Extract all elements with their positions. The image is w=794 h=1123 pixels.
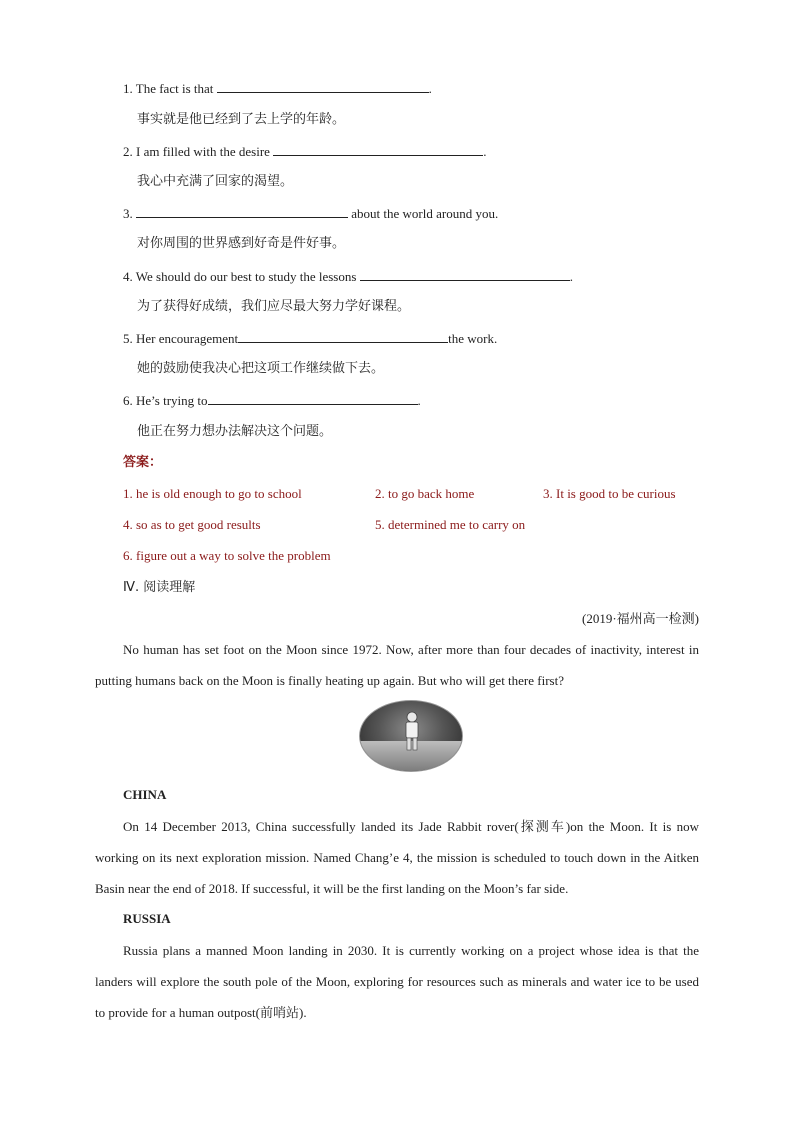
exercise-6-chinese: 他正在努力想办法解决这个问题。 (137, 424, 333, 439)
exercise-3-chinese: 对你周围的世界感到好奇是件好事。 (137, 236, 346, 251)
answer-5: 5. determined me to carry on (375, 517, 526, 532)
answer-blank[interactable] (136, 204, 348, 218)
exercise-3: 3. about the world around you. (123, 206, 499, 221)
russia-paragraph: Russia plans a manned Moon landing in 2030. It is currently working on a project whose idea is that the landers will explore the south pole of the Moon, exploring for resources such as minerals and water ice to be used to provide for a human outpost(前哨站). (95, 943, 699, 1020)
answer-2: 2. to go back home (375, 486, 475, 501)
exercise-5-chinese: 她的鼓励使我决心把这项工作继续做下去。 (137, 361, 385, 376)
china-paragraph: On 14 December 2013, China successfully landed its Jade Rabbit rover(探测车)on the Moon. It is now working on its next exploration mission. Named Chang’e 4, the mission is scheduled to touch down in the Aitken Basin near the end of 2018. If successful, it will be the first landing on the Moon’s far side. (95, 819, 699, 896)
intro-paragraph: No human has set foot on the Moon since 1972. Now, after more than four decades of inactivity, interest in putting humans back on the Moon is finally heating up again. But who will get there first? (95, 642, 699, 688)
answer-blank[interactable] (360, 267, 570, 281)
exercise-5: 5. Her encouragement the work. (123, 331, 498, 346)
exercise-2: 2. I am filled with the desire . (123, 144, 487, 159)
russia-heading: RUSSIA (123, 911, 171, 926)
answer-blank[interactable] (208, 391, 418, 405)
exercise-1-chinese: 事实就是他已经到了去上学的年龄。 (137, 112, 346, 127)
astronaut-icon (404, 711, 420, 751)
answer-6: 6. figure out a way to solve the problem (123, 548, 331, 563)
astronaut-moon-image (359, 700, 463, 772)
exercise-4: 4. We should do our best to study the lessons . (123, 269, 573, 284)
answers-label: 答案： (123, 455, 163, 470)
answer-blank[interactable] (217, 79, 429, 93)
exercise-6: 6. He’s trying to . (123, 393, 421, 408)
exercise-4-chinese: 为了获得好成绩，我们应尽最大努力学好课程。 (137, 299, 411, 314)
source-label: (2019·福州高一检测) (582, 611, 699, 626)
answer-1: 1. he is old enough to go to school (123, 486, 302, 501)
section-title: Ⅳ. 阅读理解 (123, 580, 196, 595)
answer-blank[interactable] (238, 329, 448, 343)
answer-3: 3. It is good to be curious (543, 486, 676, 501)
exercise-2-chinese: 我心中充满了回家的渴望。 (137, 174, 294, 189)
answer-4: 4. so as to get good results (123, 517, 261, 532)
exercise-1: 1. The fact is that . (123, 81, 432, 96)
answer-blank[interactable] (273, 142, 483, 156)
china-heading: CHINA (123, 787, 167, 802)
